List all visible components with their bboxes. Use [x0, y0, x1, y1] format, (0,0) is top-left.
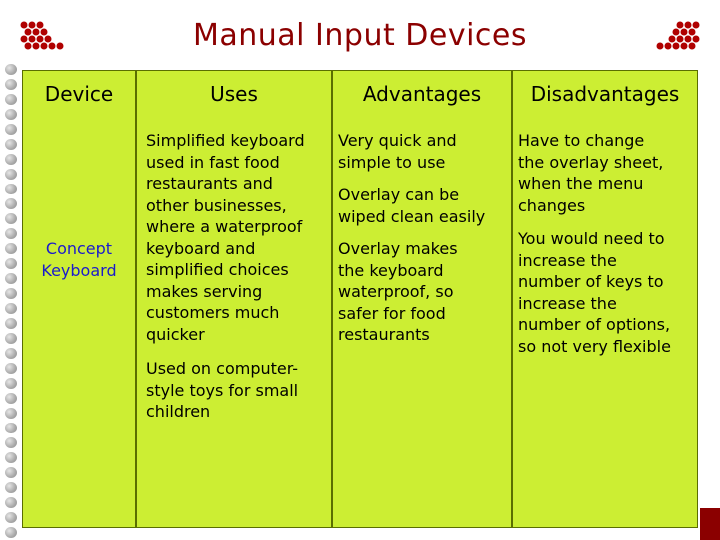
device-name: Concept Keyboard: [41, 239, 117, 280]
header-advantages: Advantages: [362, 82, 482, 106]
dot-icon: [5, 169, 17, 180]
dot-icon: [5, 109, 17, 120]
dot-icon: [5, 79, 17, 90]
dot-icon: [5, 512, 17, 523]
dot-icon: [5, 497, 17, 508]
dot-icon: [5, 318, 17, 329]
dot-icon: [5, 94, 17, 105]
dot-icon: [5, 184, 17, 195]
corner-accent: [700, 508, 720, 540]
advantages-text-2: Overlay can be wiped clean easily: [338, 185, 486, 226]
dot-icon: [5, 482, 17, 493]
dot-icon: [5, 124, 17, 135]
dot-icon: [5, 363, 17, 374]
dot-icon: [5, 139, 17, 150]
advantages-text-1: Very quick and simple to use: [338, 131, 457, 172]
uses-text-2: Used on computer- style toys for small children: [146, 359, 299, 421]
dot-icon: [5, 288, 17, 299]
dot-icon: [5, 348, 17, 359]
dot-icon: [5, 273, 17, 284]
advantages-text-3: Overlay makes the keyboard waterproof, so safer for food restaurants: [338, 239, 458, 344]
dot-icon: [5, 64, 17, 75]
header-device: Device: [44, 82, 114, 106]
dot-icon: [5, 228, 17, 239]
disadvantages-text-2: You would need to increase the number of keys to increase the number of options, so not very flexible: [518, 229, 671, 356]
comparison-table: [22, 70, 698, 528]
dot-icon: [5, 258, 17, 269]
uses-text-1: Simplified keyboard used in fast food restaurants and other businesses, where a waterproof keyboard and simplified choices makes serving customers much quicker: [146, 131, 305, 344]
dot-icon: [5, 154, 17, 165]
dot-icon: [5, 303, 17, 314]
dot-icon: [5, 393, 17, 404]
dot-icon: [5, 408, 17, 419]
left-dot-column: [0, 62, 22, 540]
dot-icon: [5, 423, 17, 434]
dot-icon: [5, 378, 17, 389]
dot-icon: [5, 527, 17, 538]
dot-icon: [5, 243, 17, 254]
dot-icon: [5, 198, 17, 209]
dot-icon: [5, 213, 17, 224]
page-title: Manual Input Devices: [193, 18, 527, 53]
disadvantages-text-1: Have to change the overlay sheet, when the menu changes: [518, 131, 664, 215]
column-device: [22, 70, 136, 528]
dot-icon: [5, 452, 17, 463]
dot-icon: [5, 437, 17, 448]
header-uses: Uses: [210, 82, 258, 106]
dot-icon: [5, 333, 17, 344]
dot-icon: [5, 467, 17, 478]
header-disadvantages: Disadvantages: [530, 82, 680, 106]
